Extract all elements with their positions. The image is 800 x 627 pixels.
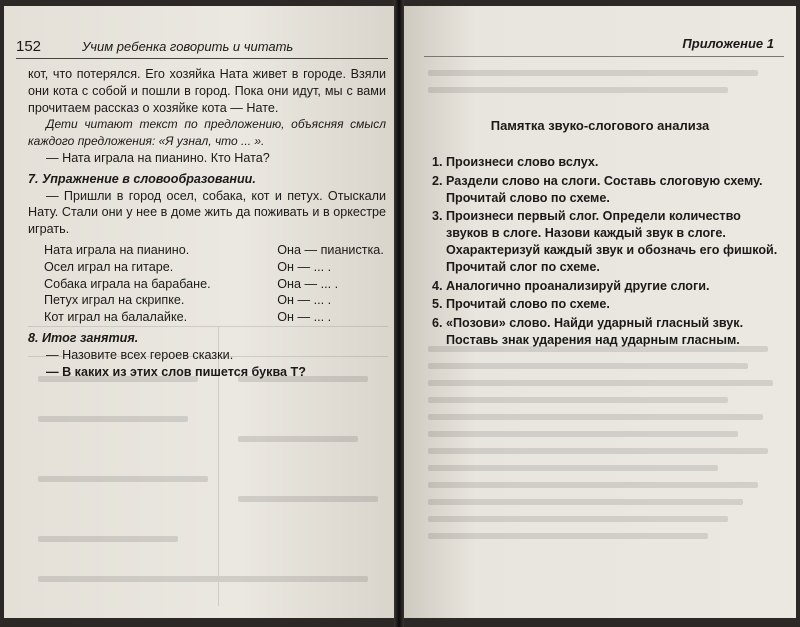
pair-sentence: Кот играл на балалайке. xyxy=(44,310,188,325)
step-item xyxy=(432,315,782,349)
running-title: Учим ребенка говорить и читать xyxy=(82,39,294,54)
step-number: 3. xyxy=(432,209,443,224)
step-number: 6. xyxy=(432,316,443,331)
step-number: 5. xyxy=(432,297,443,312)
page-number: 152 xyxy=(16,38,42,55)
left-page-text xyxy=(28,66,386,380)
pair-answer: Он — ... . xyxy=(277,259,332,274)
bleed-through-text-bottom xyxy=(428,346,778,550)
analysis-steps xyxy=(432,154,782,351)
pair-row xyxy=(44,292,386,309)
book-gutter xyxy=(394,0,404,627)
left-page xyxy=(4,6,394,618)
bleed-through-text-top xyxy=(428,70,778,104)
pair-answer: Он — ... . xyxy=(277,293,332,308)
pair-answer: Она — ... . xyxy=(277,276,339,291)
pair-row xyxy=(44,276,386,293)
step-text: «Позови» слово. Найди ударный гласный звук. Поставь знак ударения над ударным гласным. xyxy=(446,316,744,347)
summary-question-1: — Назовите всех героев сказки. xyxy=(46,347,234,362)
appendix-label: Приложение 1 xyxy=(682,36,774,51)
step-number: 2. xyxy=(432,173,443,188)
paragraph-1: кот, что потерялся. Его хозяйка Ната живет в городе. Взяли они кота с собой и пошли в город. Пока они идут, мы с вами прочитаем рассказ о хозяйке кота — Нате. xyxy=(28,67,386,115)
running-head xyxy=(16,36,388,59)
step-text: Прочитай слово по схеме. xyxy=(446,297,610,312)
summary-question-2: — В каких из этих слов пишется буква Т? xyxy=(46,364,306,379)
step-text: Произнеси первый слог. Определи количество звуков в слоге. Назови каждый звук в слоге. Охарактеризуй каждый звук и обозначь его фишкой. Прочитай слог по схеме. xyxy=(446,209,778,274)
step-text: Аналогично проанализируй другие слоги. xyxy=(446,278,710,293)
pair-answer: Он — ... . xyxy=(277,310,332,325)
step-item xyxy=(432,154,782,171)
step-item xyxy=(432,173,782,207)
step-text: Произнеси слово вслух. xyxy=(446,155,599,169)
word-formation-list xyxy=(44,242,386,326)
step-number: 4. xyxy=(432,278,443,293)
pair-sentence: Ната играла на пианино. xyxy=(44,242,190,257)
memo-title: Памятка звуко-слогового анализа xyxy=(490,118,710,133)
step-item xyxy=(432,278,782,295)
pair-row xyxy=(44,309,386,326)
instruction: Дети читают текст по предложению, объясняя смысл каждого предложения: «Я узнал, что ... ». xyxy=(28,117,386,149)
pair-answer: Она — пианистка. xyxy=(277,242,384,257)
question: — Ната играла на пианино. Кто Ната? xyxy=(46,150,270,165)
summary-heading: 8. Итог занятия. xyxy=(28,330,139,345)
step-item xyxy=(432,208,782,275)
header-rule xyxy=(424,56,784,57)
paragraph-2: — Пришли в город осел, собака, кот и петух. Отыскали Нату. Стали они у нее в доме жить да поживать и в оркестре играть. xyxy=(28,188,386,237)
pair-row xyxy=(44,242,386,259)
right-page xyxy=(404,6,796,618)
exercise-heading: 7. Упражнение в словообразовании. xyxy=(28,171,256,186)
step-item xyxy=(432,296,782,313)
step-text: Раздели слово на слоги. Составь слоговую схему. Прочитай слово по схеме. xyxy=(446,173,763,205)
pair-sentence: Осел играл на гитаре. xyxy=(44,259,174,274)
step-number: 1. xyxy=(432,155,443,169)
pair-row xyxy=(44,259,386,276)
pair-sentence: Собака играла на барабане. xyxy=(44,276,211,291)
pair-sentence: Петух играл на скрипке. xyxy=(44,293,185,308)
